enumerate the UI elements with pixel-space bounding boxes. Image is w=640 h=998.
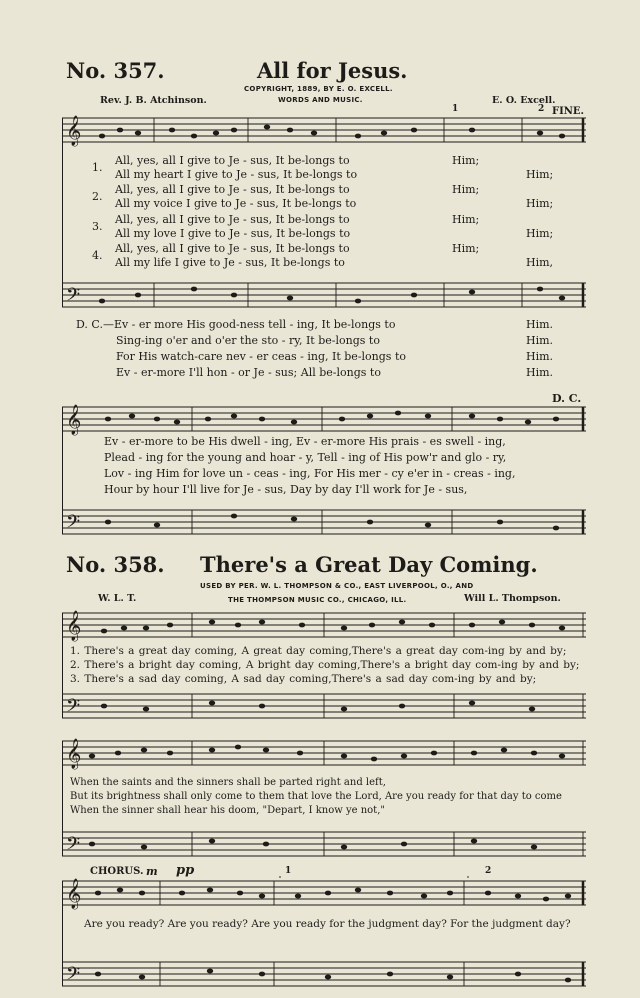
chorus-lyric-line: Are you ready? Are you ready? Are you ready for the judgment day? For the judgment day? — [84, 918, 571, 930]
dc-lyric-end: Him. — [526, 350, 554, 363]
verse-line-end: Him; — [452, 242, 480, 255]
dc-lyric-line: For His watch-care nev - er ceas - ing, It be-longs to — [116, 350, 406, 363]
treble-clef-icon: 𝄞 — [66, 739, 82, 769]
bass-clef-icon: 𝄢 — [66, 834, 81, 859]
dc-lyric-end: Him. — [526, 366, 554, 379]
refrain-lyric-line: Plead - ing for the young and hoar - y, Tell - ing of His pow'r and glo - ry, — [104, 451, 507, 464]
author-credit: Rev. J. B. Atchinson. — [100, 95, 207, 106]
refrain-lyric-line: Hour by hour I'll live for Je - sus, Day by day I'll work for Je - sus, — [104, 483, 468, 496]
treble-clef-icon: 𝄞 — [66, 116, 82, 146]
hymn-title: There's a Great Day Coming. — [200, 552, 538, 577]
second-ending-mark: 2 — [538, 104, 545, 114]
dc-mark: D. C. — [552, 392, 582, 405]
treble-staff — [62, 407, 586, 431]
treble-clef-icon: 𝄞 — [66, 879, 82, 909]
dynamic-mark: pp — [176, 863, 195, 878]
bass-staff — [62, 510, 586, 534]
words-music-note: WORDS AND MUSIC. — [278, 96, 363, 104]
verse-line: All, yes, all I give to Je - sus, It be-longs to — [115, 154, 350, 167]
author-credit: W. L. T. — [98, 593, 137, 604]
dc-lyric-line: Ev - er-more I'll hon - or Je - sus; All be-longs to — [116, 366, 381, 379]
second-ending-mark: 2 — [485, 866, 492, 876]
copyright-notice: COPYRIGHT, 1889, BY E. O. EXCELL. — [244, 85, 393, 93]
verse-line-end: Him; — [526, 168, 554, 181]
verse-line: 1. There's a great day coming, A great day coming,There's a great day com-ing by and by; — [70, 645, 567, 657]
verse-line-end: Him; — [452, 154, 480, 167]
verse-number: 1. — [92, 161, 103, 174]
verse-continuation-line: But its brightness shall only come to them that love the Lord, Are you ready for that day to come — [70, 791, 562, 802]
composer-credit: Will L. Thompson. — [464, 593, 561, 604]
bass-clef-icon: 𝄢 — [66, 964, 81, 989]
verse-line: All, yes, all I give to Je - sus, It be-longs to — [115, 242, 350, 255]
dynamic-mark: m — [146, 865, 158, 878]
music-staff-system — [62, 876, 586, 994]
dc-lyric-line: Sing-ing o'er and o'er the sto - ry, It be-longs to — [116, 334, 380, 347]
verse-line: All my love I give to Je - sus, It be-longs to — [115, 227, 351, 240]
permission-notice: THE THOMPSON MUSIC CO., CHICAGO, ILL. — [228, 596, 407, 604]
verse-line: All my heart I give to Je - sus, It be-longs to — [115, 168, 358, 181]
verse-continuation-line: When the saints and the sinners shall be parted right and left, — [70, 777, 386, 788]
verse-line-end: Him; — [452, 213, 480, 226]
treble-clef-icon: 𝄞 — [66, 611, 82, 641]
verse-line-end: Him, — [526, 256, 554, 269]
bass-clef-icon: 𝄢 — [66, 285, 81, 310]
verse-number: 2. — [92, 190, 103, 203]
verse-line-end: Him; — [526, 197, 554, 210]
composer-credit: E. O. Excell. — [492, 95, 556, 106]
verse-line: 2. There's a bright day coming, A bright day coming,There's a bright day com-ing by and by; — [70, 659, 580, 671]
bass-staff — [62, 962, 586, 986]
dc-lyric-line: D. C.—Ev - er more His good-ness tell - ing, It be-longs to — [76, 318, 396, 331]
bass-clef-icon: 𝄢 — [66, 512, 81, 537]
verse-number: 3. — [92, 220, 103, 233]
hymn-title: All for Jesus. — [257, 58, 408, 83]
chorus-label: CHORUS. — [90, 866, 144, 877]
verse-line: 3. There's a sad day coming, A sad day coming,There's a sad day com-ing by and by; — [70, 673, 537, 685]
dc-lyric-end: Him. — [526, 334, 554, 347]
verse-line: All, yes, all I give to Je - sus, It be-longs to — [115, 213, 350, 226]
verse-line-end: Him; — [452, 183, 480, 196]
hymn-number: No. 358. — [66, 552, 165, 577]
verse-line: All my life I give to Je - sus, It be-longs to — [115, 256, 345, 269]
verse-number: 4. — [92, 249, 103, 262]
first-ending-mark: 1 — [285, 866, 292, 876]
first-ending-mark: 1 — [452, 104, 459, 114]
verse-continuation-line: When the sinner shall hear his doom, "Depart, I know ye not," — [70, 805, 385, 816]
hymn-number: No. 357. — [66, 58, 165, 83]
refrain-lyric-line: Ev - er-more to be His dwell - ing, Ev - er-more His prais - es swell - ing, — [104, 435, 506, 448]
treble-clef-icon: 𝄞 — [66, 405, 82, 435]
dc-lyric-end: Him. — [526, 318, 554, 331]
bass-clef-icon: 𝄢 — [66, 696, 81, 721]
refrain-lyric-line: Lov - ing Him for love un - ceas - ing, For His mer - cy e'er in - creas - ing, — [104, 467, 516, 480]
verse-line-end: Him; — [526, 227, 554, 240]
verse-line: All my voice I give to Je - sus, It be-longs to — [115, 197, 357, 210]
permission-notice: USED BY PER. W. L. THOMPSON & CO., EAST LIVERPOOL, O., AND — [200, 582, 474, 590]
verse-line: All, yes, all I give to Je - sus, It be-longs to — [115, 183, 350, 196]
treble-staff — [62, 118, 586, 142]
fine-mark: FINE. — [552, 106, 585, 117]
